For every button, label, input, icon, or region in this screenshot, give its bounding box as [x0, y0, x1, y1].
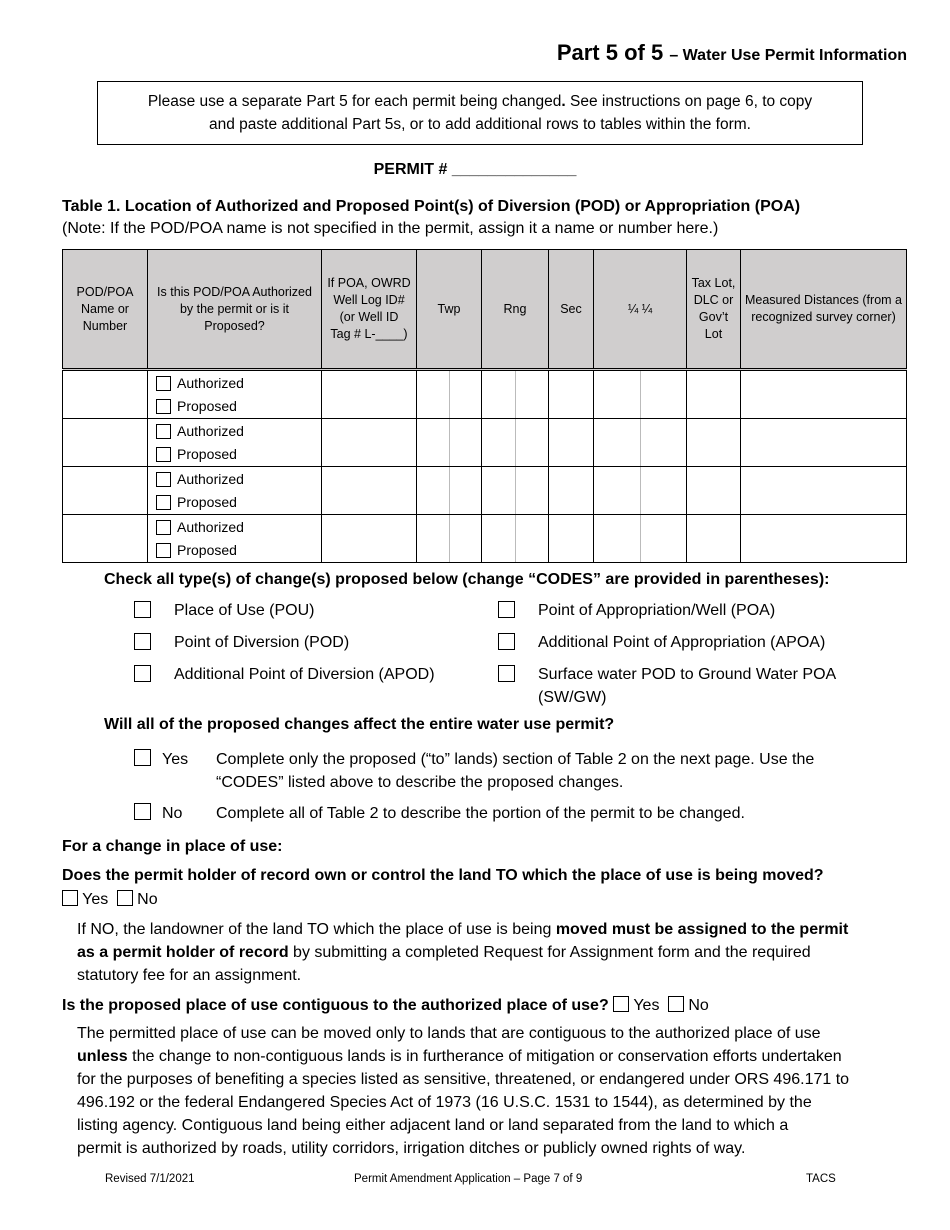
rng-cell[interactable] — [482, 515, 549, 563]
header-twp: Twp — [417, 250, 482, 370]
auth-cell — [148, 467, 322, 515]
entire-yes-checkbox[interactable] — [134, 749, 151, 766]
entire-yes-option[interactable] — [134, 748, 151, 771]
twp-cell[interactable] — [417, 370, 482, 419]
proposed-option[interactable] — [148, 539, 321, 562]
well-log-cell[interactable] — [322, 515, 417, 563]
pod-name-cell[interactable] — [63, 370, 148, 419]
twp-cell[interactable] — [417, 515, 482, 563]
table1-note: (Note: If the POD/POA name is not specified in the permit, assign it a name or number here.) — [62, 220, 719, 237]
proposed-label: Proposed — [177, 398, 237, 414]
swgw-label-line1: Surface water POD to Ground Water POA — [538, 666, 837, 683]
instruction-box — [97, 81, 863, 145]
contig-yes-checkbox[interactable] — [613, 996, 629, 1012]
auth-cell — [148, 419, 322, 467]
contig-no-checkbox[interactable] — [668, 996, 684, 1012]
header-tax-lot: Tax Lot, DLC or Gov’t Lot — [687, 250, 741, 370]
apoa-checkbox[interactable] — [498, 633, 515, 650]
table-row — [63, 370, 907, 419]
proposed-label: Proposed — [177, 446, 237, 462]
apod-checkbox[interactable] — [134, 665, 151, 682]
proposed-option[interactable] — [148, 491, 321, 514]
if-no-text-2a: as a permit holder of record — [77, 944, 289, 961]
table1-title: Table 1. Location of Authorized and Proposed Point(s) of Diversion (POD) or Appropriation (POA) — [62, 198, 801, 215]
authorized-option[interactable] — [148, 420, 321, 443]
if-no-text-1b: moved must be assigned to the permit — [555, 921, 849, 938]
notice-line-1 — [98, 90, 862, 113]
entire-no-label: No — [162, 805, 183, 822]
rng-cell[interactable] — [482, 370, 549, 419]
part-subtitle: – Water Use Permit Information — [669, 47, 907, 64]
proposed-checkbox[interactable] — [156, 447, 171, 462]
authorized-checkbox[interactable] — [156, 424, 171, 439]
twp-cell[interactable] — [417, 467, 482, 515]
sec-cell[interactable] — [549, 370, 594, 419]
header-sec: Sec — [549, 250, 594, 370]
authorized-checkbox[interactable] — [156, 520, 171, 535]
rng-cell[interactable] — [482, 467, 549, 515]
header-authorized: Is this POD/POA Authorized by the permit or is it Proposed? — [148, 250, 322, 370]
authorized-option[interactable] — [148, 372, 321, 395]
proposed-checkbox[interactable] — [156, 399, 171, 414]
poa-checkbox[interactable] — [498, 601, 515, 618]
pou-heading: For a change in place of use: — [62, 838, 283, 855]
notice-text-b: . — [561, 93, 566, 110]
proposed-label: Proposed — [177, 494, 237, 510]
tax-lot-cell[interactable] — [687, 419, 741, 467]
own-control-question: Does the permit holder of record own or control the land TO which the place of use is being moved? — [62, 867, 824, 884]
entire-yes-text-1: Complete only the proposed (“to” lands) section of Table 2 on the next page. Use the — [216, 751, 815, 768]
header-pod-name: POD/POA Name or Number — [63, 250, 148, 370]
pod-label: Point of Diversion (POD) — [174, 634, 350, 651]
contiguous-question: Is the proposed place of use contiguous to the authorized place of use? — [62, 997, 609, 1014]
if-no-text-1a: If NO, the landowner of the land TO which the place of use is being — [77, 921, 556, 938]
entire-no-checkbox[interactable] — [134, 803, 151, 820]
change-pou-option[interactable] — [134, 599, 484, 623]
contig-text-2: the change to non-contiguous lands is in furtherance of mitigation or conservation efforts undertaken — [127, 1048, 842, 1065]
page-title — [557, 40, 907, 66]
distance-cell[interactable] — [741, 419, 907, 467]
entire-yes-text-2: “CODES” listed above to describe the proposed changes. — [216, 774, 624, 791]
header-well-log-b: Tag # L-____) — [330, 327, 408, 341]
apoa-label: Additional Point of Appropriation (APOA) — [538, 634, 826, 651]
table-row — [63, 419, 907, 467]
pod-name-cell[interactable] — [63, 467, 148, 515]
notice-text-c: See instructions on page 6, to copy — [565, 93, 813, 110]
table-row — [63, 467, 907, 515]
tax-lot-cell[interactable] — [687, 370, 741, 419]
notice-text-a: Please use a separate Part 5 for each permit being changed — [147, 93, 562, 110]
qq-cell[interactable] — [594, 370, 687, 419]
own-control-answers — [62, 888, 158, 911]
authorized-checkbox[interactable] — [156, 472, 171, 487]
entire-no-text: Complete all of Table 2 to describe the portion of the permit to be changed. — [216, 805, 745, 822]
change-types-heading: Check all type(s) of change(s) proposed below (change “CODES” are provided in parentheses): — [104, 571, 830, 588]
contig-text-1: The permitted place of use can be moved only to lands that are contiguous to the authorized place of use — [77, 1025, 821, 1042]
change-apod-option[interactable] — [134, 663, 484, 687]
change-poa-option[interactable] — [498, 599, 878, 623]
authorized-label: Authorized — [177, 471, 244, 487]
tax-lot-cell[interactable] — [687, 467, 741, 515]
pou-label: Place of Use (POU) — [174, 602, 315, 619]
own-yes-label: Yes — [82, 891, 109, 908]
entire-yes-label: Yes — [162, 751, 189, 768]
sec-cell[interactable] — [549, 515, 594, 563]
swgw-checkbox[interactable] — [498, 665, 515, 682]
contig-no-label: No — [688, 997, 709, 1014]
well-log-cell[interactable] — [322, 467, 417, 515]
location-table — [62, 249, 907, 563]
contiguous-question-line — [62, 994, 709, 1017]
auth-cell — [148, 515, 322, 563]
distance-cell[interactable] — [741, 370, 907, 419]
authorized-checkbox[interactable] — [156, 376, 171, 391]
distance-cell[interactable] — [741, 515, 907, 563]
proposed-checkbox[interactable] — [156, 495, 171, 510]
sec-cell[interactable] — [549, 467, 594, 515]
poa-label: Point of Appropriation/Well (POA) — [538, 602, 776, 619]
pod-name-cell[interactable] — [63, 515, 148, 563]
authorized-label: Authorized — [177, 519, 244, 535]
well-log-cell[interactable] — [322, 419, 417, 467]
own-no-checkbox[interactable] — [117, 890, 133, 906]
sec-cell[interactable] — [549, 419, 594, 467]
proposed-option[interactable] — [148, 443, 321, 466]
contig-text-6: permit is authorized by roads, utility corridors, irrigation ditches or publicly owned rights of way. — [77, 1140, 746, 1157]
entire-no-option[interactable] — [134, 802, 151, 825]
header-quarter-quarter: ¼ ¼ — [594, 250, 687, 370]
permit-number-field[interactable]: PERMIT # ______________ — [373, 161, 577, 178]
pod-name-cell[interactable] — [63, 419, 148, 467]
apod-label: Additional Point of Diversion (APOD) — [174, 666, 435, 683]
part-label: Part 5 of 5 — [556, 40, 664, 65]
header-distances: Measured Distances (from a recognized survey corner) — [741, 250, 907, 370]
qq-cell[interactable] — [594, 515, 687, 563]
header-well-log-a: If POA, OWRD Well Log ID# (or Well ID — [327, 276, 411, 324]
table-row — [63, 515, 907, 563]
swgw-label-line2: (SW/GW) — [538, 689, 607, 706]
if-no-text-2b: by submitting a completed Request for Assignment form and the required — [288, 944, 811, 961]
proposed-label: Proposed — [177, 542, 237, 558]
contig-yes-label: Yes — [633, 997, 660, 1014]
change-pod-option[interactable] — [134, 631, 484, 655]
proposed-checkbox[interactable] — [156, 543, 171, 558]
entire-permit-question: Will all of the proposed changes affect the entire water use permit? — [104, 716, 615, 733]
contiguous-paragraph — [77, 1022, 937, 1160]
change-apoa-option[interactable] — [498, 631, 878, 655]
contig-text-3: for the purposes of benefiting a species listed as sensitive, threatened, or endangered under ORS 496.171 to — [77, 1071, 850, 1088]
contig-text-5: listing agency. Contiguous land being either adjacent land or land separated from the land to which a — [77, 1117, 789, 1134]
entire-yes-text — [216, 748, 814, 794]
auth-cell — [148, 370, 322, 419]
tax-lot-cell[interactable] — [687, 515, 741, 563]
own-yes-checkbox[interactable] — [62, 890, 78, 906]
authorized-option[interactable] — [148, 468, 321, 491]
header-well-log — [322, 250, 417, 370]
rng-cell[interactable] — [482, 419, 549, 467]
contig-text-4: 496.192 or the federal Endangered Species Act of 1973 (16 U.S.C. 1531 to 1544), as determined by the — [77, 1094, 812, 1111]
qq-cell[interactable] — [594, 467, 687, 515]
authorized-option[interactable] — [148, 516, 321, 539]
qq-cell[interactable] — [594, 419, 687, 467]
well-log-cell[interactable] — [322, 370, 417, 419]
header-rng: Rng — [482, 250, 549, 370]
proposed-option[interactable] — [148, 395, 321, 418]
pod-checkbox[interactable] — [134, 633, 151, 650]
twp-cell[interactable] — [417, 419, 482, 467]
distance-cell[interactable] — [741, 467, 907, 515]
footer-page: Permit Amendment Application – Page 7 of 9 — [354, 1173, 583, 1185]
change-swgw-option[interactable] — [498, 663, 878, 711]
footer-code: TACS — [806, 1173, 836, 1185]
if-no-paragraph — [77, 918, 917, 987]
pou-checkbox[interactable] — [134, 601, 151, 618]
footer-revised: Revised 7/1/2021 — [105, 1173, 195, 1185]
contig-text-2-bold: unless — [77, 1048, 128, 1065]
authorized-label: Authorized — [177, 423, 244, 439]
swgw-label — [538, 663, 836, 709]
own-no-label: No — [137, 891, 158, 908]
notice-line-2: and paste additional Part 5s, or to add additional rows to tables within the form. — [209, 116, 751, 133]
authorized-label: Authorized — [177, 375, 244, 391]
if-no-text-3: statutory fee for an assignment. — [77, 967, 302, 984]
